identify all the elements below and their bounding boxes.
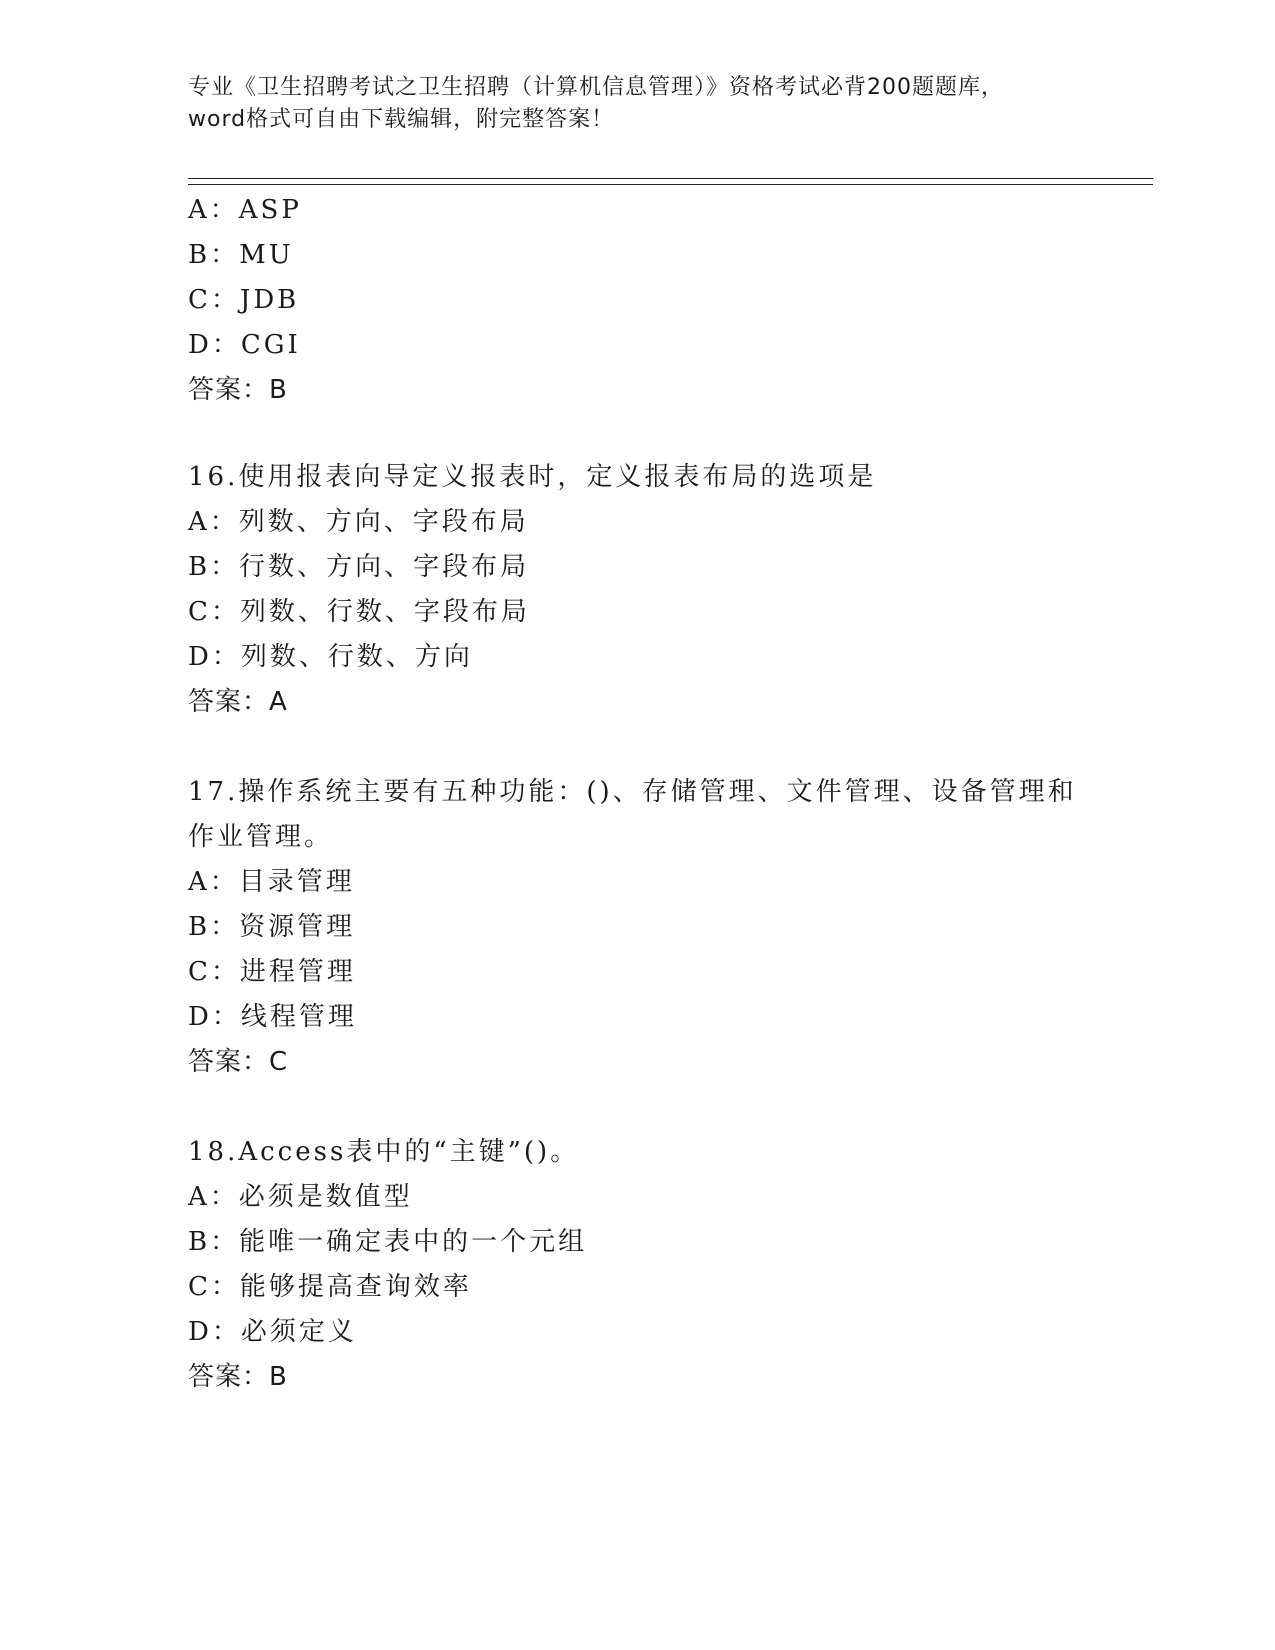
header-line-1: 专业《卫生招聘考试之卫生招聘（计算机信息管理）》资格考试必背200题题库， xyxy=(188,75,1004,100)
q16-option-b: B：行数、方向、字段布局 xyxy=(188,552,530,582)
q18-option-d: D：必须定义 xyxy=(188,1317,357,1347)
q16-stem: 16.使用报表向导定义报表时，定义报表布局的选项是 xyxy=(188,462,877,492)
q16-option-a: A：列数、方向、字段布局 xyxy=(188,507,529,537)
prev-option-d: D：CGI xyxy=(188,330,301,360)
prev-option-b: B：MU xyxy=(188,240,294,270)
prev-option-c: C：JDB xyxy=(188,285,300,315)
header-line-2: word格式可自由下载编辑，附完整答案！ xyxy=(188,107,615,132)
header-divider-bottom xyxy=(188,184,1153,185)
q17-option-d: D：线程管理 xyxy=(188,1002,357,1032)
q17-option-a: A：目录管理 xyxy=(188,867,355,897)
q18-option-b: B：能唯一确定表中的一个元组 xyxy=(188,1227,588,1257)
q18-answer: 答案：B xyxy=(188,1362,288,1392)
q17-answer: 答案：C xyxy=(188,1047,289,1077)
q16-option-c: C：列数、行数、字段布局 xyxy=(188,597,530,627)
q18-option-a: A：必须是数值型 xyxy=(188,1182,413,1212)
q18-stem: 18.Access表中的“主键”()。 xyxy=(188,1137,580,1167)
prev-option-a: A：ASP xyxy=(188,195,302,225)
q17-option-b: B：资源管理 xyxy=(188,912,356,942)
q16-option-d: D：列数、行数、方向 xyxy=(188,642,473,672)
prev-answer: 答案：B xyxy=(188,375,288,405)
document-header xyxy=(188,72,1088,136)
q17-option-c: C：进程管理 xyxy=(188,957,356,987)
header-divider-top xyxy=(188,178,1153,179)
q17-stem-line-2: 作业管理。 xyxy=(188,822,334,852)
q17-stem-line-1: 17.操作系统主要有五种功能：()、存储管理、文件管理、设备管理和 xyxy=(188,777,1077,807)
q18-option-c: C：能够提高查询效率 xyxy=(188,1272,472,1302)
q16-answer: 答案：A xyxy=(188,687,288,717)
